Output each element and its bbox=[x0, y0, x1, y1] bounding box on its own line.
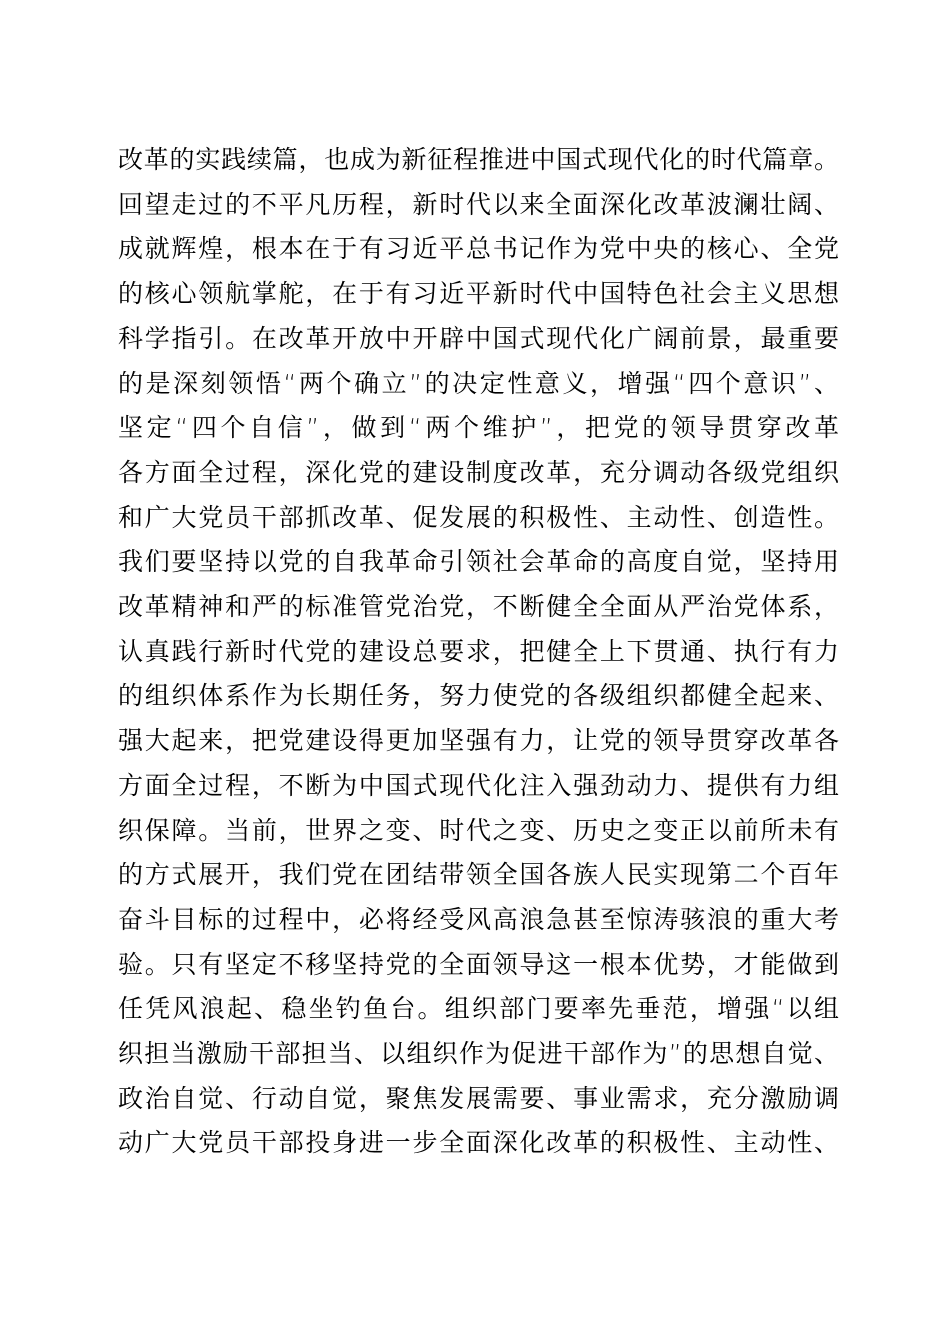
text-line: 织担当激励干部担当、以组织作为促进干部作为”的思想自觉、 bbox=[118, 1039, 839, 1069]
text-line: 验。只有坚定不移坚持党的全面领导这一根本优势，才能做到 bbox=[118, 949, 839, 979]
text-line: 的方式展开，我们党在团结带领全国各族人民实现第二个百年 bbox=[118, 860, 839, 890]
text-line: 的核心领航掌舵，在于有习近平新时代中国特色社会主义思想 bbox=[118, 279, 839, 309]
text-line: 政治自觉、行动自觉，聚焦发展需要、事业需求，充分激励调 bbox=[118, 1083, 839, 1113]
text-line: 任凭风浪起、稳坐钓鱼台。组织部门要率先垂范，增强“以组 bbox=[118, 994, 839, 1024]
text-line: 坚定“四个自信”，做到“两个维护”，把党的领导贯穿改革 bbox=[118, 413, 839, 443]
text-line: 科学指引。在改革开放中开辟中国式现代化广阔前景，最重要 bbox=[118, 323, 839, 353]
text-line: 的组织体系作为长期任务，努力使党的各级组织都健全起来、 bbox=[118, 681, 839, 711]
text-line: 方面全过程，不断为中国式现代化注入强劲动力、提供有力组 bbox=[118, 770, 839, 800]
text-line: 强大起来，把党建设得更加坚强有力，让党的领导贯穿改革各 bbox=[118, 726, 839, 756]
text-line: 回望走过的不平凡历程，新时代以来全面深化改革波澜壮阔、 bbox=[118, 189, 839, 219]
text-line: 成就辉煌，根本在于有习近平总书记作为党中央的核心、全党 bbox=[118, 234, 839, 264]
text-line: 各方面全过程，深化党的建设制度改革，充分调动各级党组织 bbox=[118, 457, 839, 487]
text-line: 的是深刻领悟“两个确立”的决定性意义，增强“四个意识”、 bbox=[118, 368, 839, 398]
text-line: 动广大党员干部投身进一步全面深化改革的积极性、主动性、 bbox=[118, 1128, 839, 1158]
text-line: 认真践行新时代党的建设总要求，把健全上下贯通、执行有力 bbox=[118, 636, 839, 666]
text-line: 我们要坚持以党的自我革命引领社会革命的高度自觉，坚持用 bbox=[118, 547, 839, 577]
text-line: 和广大党员干部抓改革、促发展的积极性、主动性、创造性。 bbox=[118, 502, 839, 532]
text-line: 改革的实践续篇，也成为新征程推进中国式现代化的时代篇章。 bbox=[118, 145, 839, 174]
paragraph-body bbox=[118, 138, 839, 1166]
text-line: 奋斗目标的过程中，必将经受风高浪急甚至惊涛骇浪的重大考 bbox=[118, 904, 839, 934]
text-line: 改革精神和严的标准管党治党，不断健全全面从严治党体系， bbox=[118, 592, 839, 622]
text-line: 织保障。当前，世界之变、时代之变、历史之变正以前所未有 bbox=[118, 815, 839, 845]
